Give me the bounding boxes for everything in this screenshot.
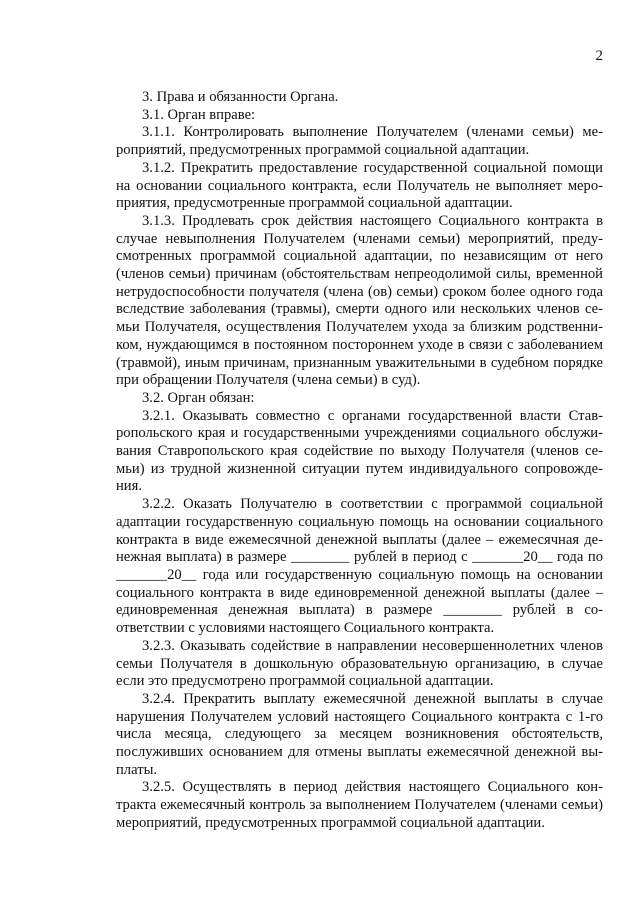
clause-3-2-3: 3.2.3. Оказывать содействие в направлении несовершеннолетних членов семьи Получателя в дошкольную образовательную организацию, в случае если это предусмотрено программой социальной адаптации. — [116, 637, 603, 690]
clause-3-1-2: 3.1.2. Прекратить предоставление государственной социальной помощи на основании социального контракта, если Получатель не выполняет мероприятия, предусмотренные программой социальной адаптации. — [116, 159, 603, 212]
document-body — [116, 89, 603, 833]
clause-3-1-3: 3.1.3. Продлевать срок действия настоящего Социального контракта в случае невыполнения Получателем (членами семьи) мероприятий, предусмотренных программой социальной адаптации, по независящим от него (членов семьи) причинам (обстоятельствам непреодолимой силы, временной нетрудоспособности получателя (члена (ов) семьи) сроком более одного года вследствие заболевания (травмы), смерти одного или нескольких членов семьи Получателя, осуществления Получателем ухода за близким родственником, нуждающимся в постоянном постороннем уходе в связи с заболеванием (травмой), иным причинам, признанным уважительными в судебном порядке при обращении Получателя (члена семьи) в суд). — [116, 212, 603, 389]
page-number: 2 — [595, 48, 603, 64]
clause-3-2-1: 3.2.1. Оказывать совместно с органами государственной власти Ставропольского края и государственными учреждениями социального обслуживания Ставропольского края содействие по выходу Получателя (членов семьи) из трудной жизненной ситуации путем индивидуального сопровождения. — [116, 407, 603, 495]
section-3-heading: 3. Права и обязанности Органа. — [142, 89, 339, 105]
clause-3-2-4: 3.2.4. Прекратить выплату ежемесячной денежной выплаты в случае нарушения Получателем условий настоящего Социального контракта с 1-го числа месяца, следующего за месяцем возникновения обстоятельств, послуживших основанием для отмены выплаты ежемесячной денежной выплаты. — [116, 690, 603, 778]
clause-3-2-5: 3.2.5. Осуществлять в период действия настоящего Социального контракта ежемесячный контроль за выполнением Получателем (членами семьи) мероприятий, предусмотренных программой социальной адаптации. — [116, 779, 603, 831]
clause-3-2-heading: 3.2. Орган обязан: — [142, 389, 255, 406]
clause-3-1-1: 3.1.1. Контролировать выполнение Получателем (членами семьи) мероприятий, предусмотренных программой социальной адаптации. — [116, 124, 603, 159]
clause-3-2-2: 3.2.2. Оказать Получателю в соответствии с программой социальной адаптации государственную социальную помощь на основании социального контракта в виде ежемесячной денежной выплаты (далее – ежемесячная денежная выплата) в размере ________ рублей в период с _______20__ года по _______20__ года или государственную социальную помощь на основании социального контракта в виде единовременной денежной выплаты (далее – единовременная денежная выплата) в размере ________ рублей в соответствии с условиями настоящего Социального контракта. — [116, 496, 603, 637]
clause-3-1-heading: 3.1. Орган вправе: — [142, 106, 256, 123]
